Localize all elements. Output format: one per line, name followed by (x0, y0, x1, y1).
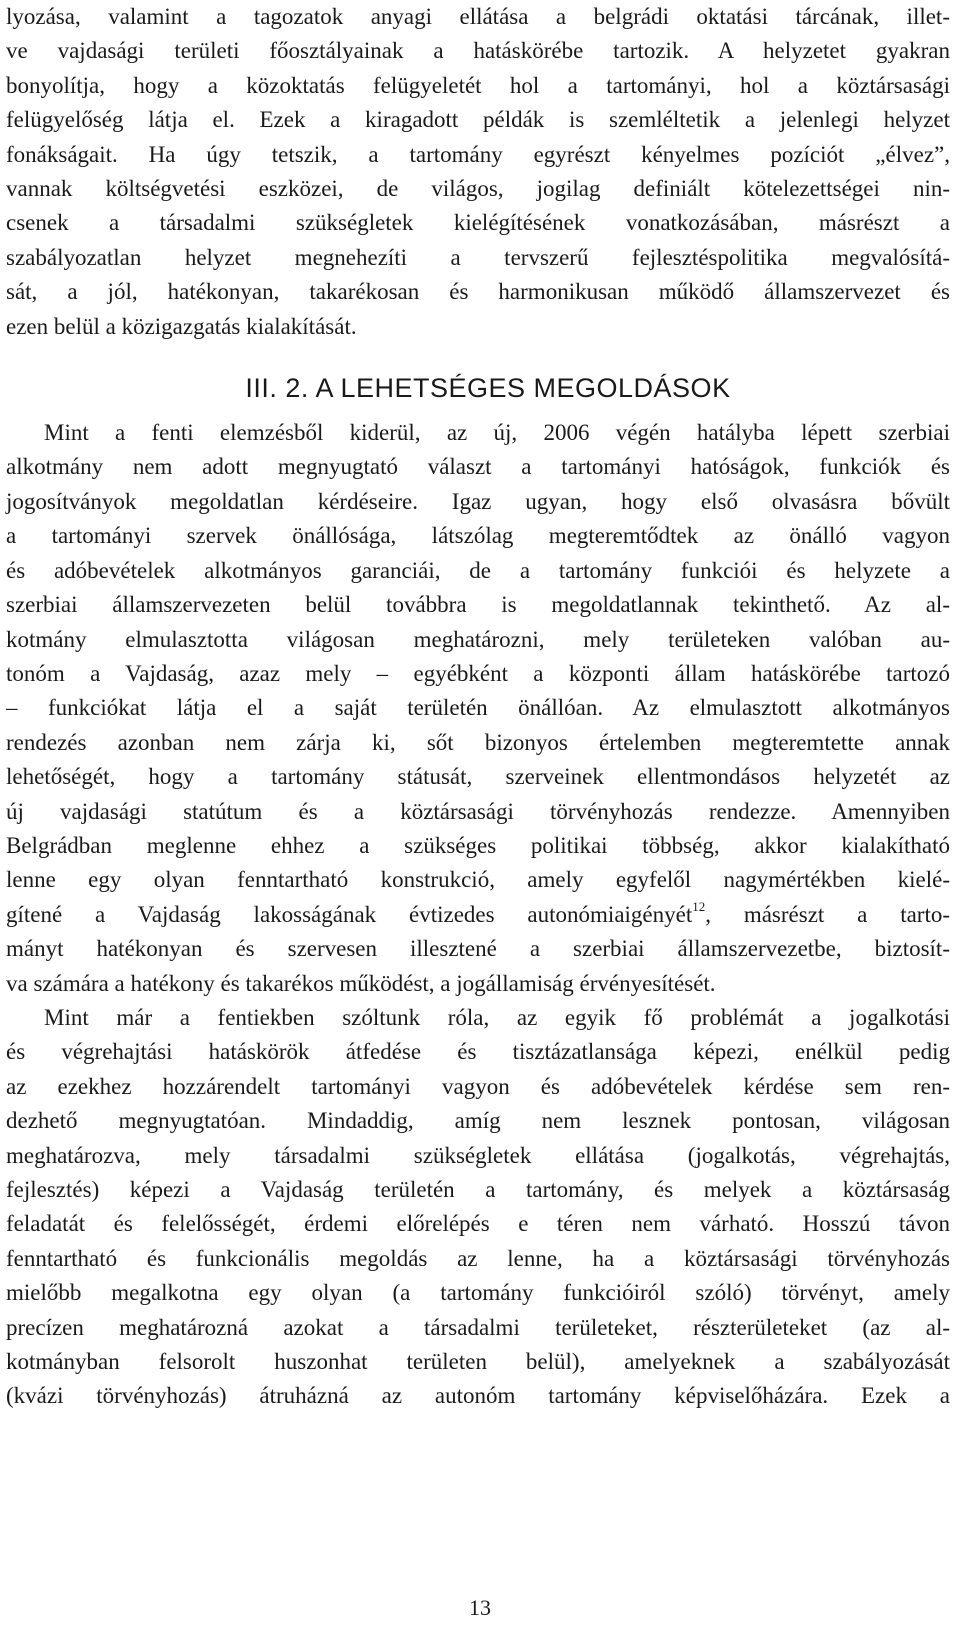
text-line: meghatározva, mely társadalmi szükségletek ellátása (jogalkotás, végrehajtás, (6, 1142, 950, 1168)
text-segment: gítené a Vajdaság lakosságának évtizedes autonómiaigényét (6, 901, 693, 927)
text-line: rendezés azonban nem zárja ki, sőt bizonyos értelemben megteremtette annak (6, 729, 950, 755)
text-line: új vajdasági statútum és a köztársasági törvényhozás rendezze. Amennyiben (6, 798, 950, 824)
text-line: szabályozatlan helyzet megnehezíti a tervszerű fejlesztéspolitika megvalósítá- (6, 244, 950, 270)
text-line: lehetőségét, hogy a tartomány státusát, szerveinek ellentmondásos helyzetét az (6, 764, 950, 790)
text-line: mányt hatékonyan és szervesen illesztené a szerbiai államszervezetbe, biztosít- (6, 936, 950, 962)
text-line: az ezekhez hozzárendelt tartományi vagyon és adóbevételek kérdése sem ren- (6, 1073, 950, 1099)
text-line: Belgrádban meglenne ehhez a szükséges politikai többség, akkor kialakítható (6, 832, 950, 858)
text-line: alkotmány nem adott megnyugtató választ a tartományi hatóságok, funkciók és (6, 454, 950, 480)
text-line: precízen meghatározná azokat a társadalmi területeket, részterületeket (az al- (6, 1314, 950, 1340)
paragraph-solutions (6, 416, 950, 1001)
text-line: vannak költségvetési eszközei, de világos, jogilag definiált kötelezettségei nin- (6, 176, 950, 202)
text-line-with-footnote (6, 898, 950, 932)
page-number: 13 (469, 1595, 491, 1620)
text-line: fejlesztés) képezi a Vajdaság területén a tartomány, és melyek a köztársaság (6, 1177, 950, 1202)
text-line: a tartományi szervek önállósága, látszólag megteremtődtek az önálló vagyon (6, 523, 950, 549)
text-line: tonóm a Vajdaság, azaz mely – egyébként a központi állam hatáskörébe tartozó (6, 660, 950, 686)
text-line: Mint a fenti elemzésből kiderül, az új, 2006 végén hatályba lépett szerbiai (44, 420, 950, 446)
text-line: Mint már a fentiekben szóltunk róla, az egyik fő problémát a jogalkotási (44, 1004, 950, 1030)
text-line: fonákságait. Ha úgy tetszik, a tartomány egyrészt kényelmes pozíciót „élvez”, (6, 141, 950, 167)
text-line: ve vajdasági területi főosztályainak a hatáskörébe tartozik. A helyzetet gyakran (6, 38, 950, 64)
paragraph-problems (6, 1001, 950, 1414)
text-line: felügyelőség látja el. Ezek a kiragadott példák is szemléltetik a jelenlegi helyzet (6, 107, 950, 133)
text-line: (kvázi törvényhozás) átruházná az autonóm tartomány képviselőházára. Ezek a (6, 1383, 950, 1409)
text-line: fenntartható és funkcionális megoldás az lenne, ha a köztársasági törvényhozás (6, 1245, 950, 1271)
text-line: bonyolítja, hogy a közoktatás felügyeletét hol a tartományi, hol a köztársasági (6, 72, 950, 98)
text-segment: , másrészt a tarto- (705, 901, 951, 927)
text-line: lyozása, valamint a tagozatok anyagi ellátása a belgrádi oktatási tárcának, illet- (6, 4, 950, 29)
document-page (6, 0, 950, 1414)
text-line: lenne egy olyan fenntartható konstrukció, amely egyfelől nagymértékben kielé- (6, 867, 950, 893)
paragraph-continued (6, 0, 950, 344)
text-line: szerbiai államszervezeten belül továbbra is megoldatlannak tekinthető. Az al- (6, 592, 950, 618)
footnote-reference[interactable]: 12 (692, 899, 706, 915)
text-line: dezhető megnyugtatóan. Mindaddig, amíg nem lesznek pontosan, világosan (6, 1108, 950, 1134)
text-line: kotmány elmulasztotta világosan meghatározni, mely területeken valóban au- (6, 626, 950, 652)
text-line: és végrehajtási hatáskörök átfedése és tisztázatlansága képezi, enélkül pedig (6, 1039, 950, 1065)
text-line: – funkciókat látja el a saját területén önállóan. Az elmulasztott alkotmányos (6, 695, 950, 721)
text-line: és adóbevételek alkotmányos garanciái, de a tartomány funkciói és helyzete a (6, 557, 950, 583)
text-line: kotmányban felsorolt huszonhat területen belül), amelyeknek a szabályozását (6, 1349, 950, 1375)
text-line: mielőbb megalkotna egy olyan (a tartomány funkcióiról szóló) törvényt, amely (6, 1280, 950, 1306)
text-line: jogosítványok megoldatlan kérdéseire. Igaz ugyan, hogy első olvasásra bővült (6, 488, 950, 514)
text-line: feladatát és felelősségét, érdemi előrelépés e téren nem várható. Hosszú távon (6, 1211, 950, 1237)
section-heading: III. 2. A LEHETSÉGES MEGOLDÁSOK (245, 373, 731, 404)
text-line: va számára a hatékony és takarékos működést, a jogállamiság érvényesítését. (6, 970, 716, 996)
text-line: ezen belül a közigazgatás kialakítását. (6, 313, 357, 339)
text-line: csenek a társadalmi szükségletek kielégítésének vonatkozásában, másrészt a (6, 210, 950, 236)
text-line: sát, a jól, hatékonyan, takarékosan és harmonikusan működő államszervezet és (6, 279, 950, 305)
